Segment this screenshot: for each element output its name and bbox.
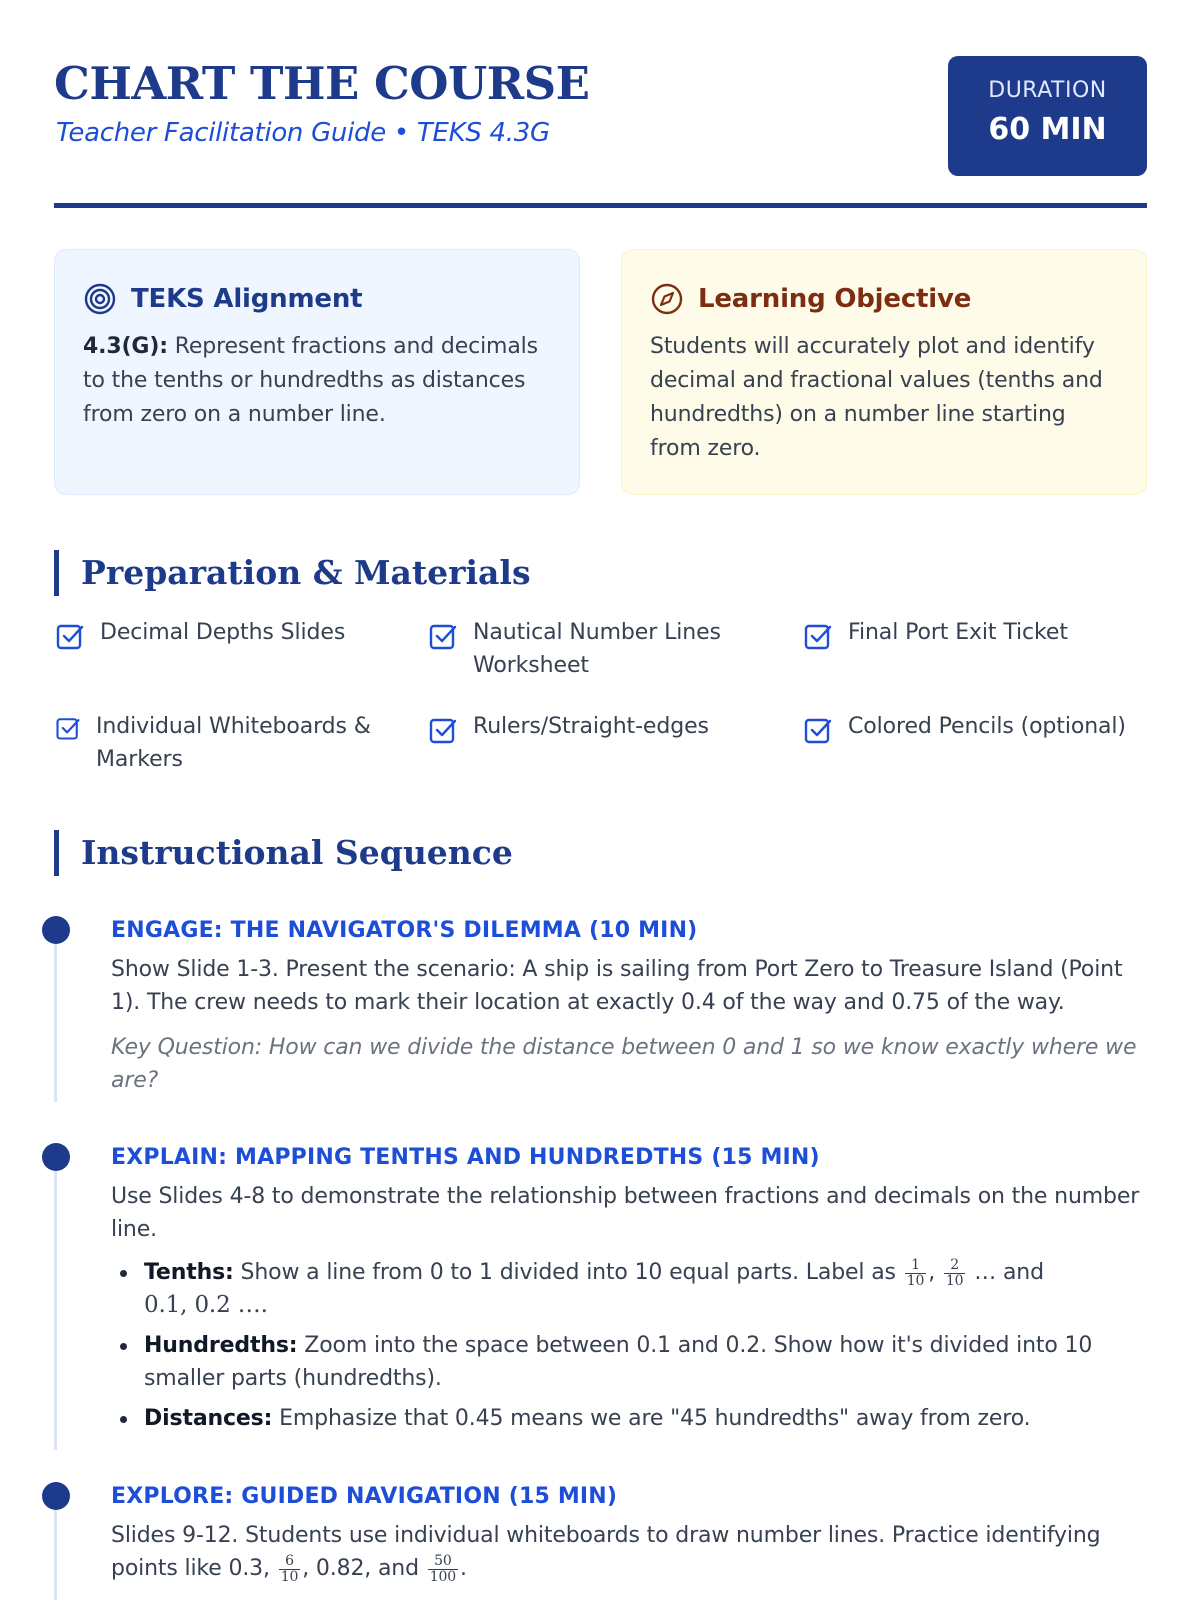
bullet-text: … and: [974, 1260, 1044, 1285]
materials-section-title: Preparation & Materials: [54, 550, 531, 596]
page-subtitle: Teacher Facilitation Guide • TEKS 4.3G: [56, 118, 550, 148]
duration-label: DURATION: [988, 78, 1107, 103]
fraction: $\frac{2}{10}$: [945, 1256, 964, 1289]
objective-card-title: Learning Objective: [698, 284, 972, 314]
material-item: [54, 710, 394, 776]
step-bullets: [111, 1256, 1151, 1435]
checkbox-icon: [427, 714, 459, 746]
math-text: 0.1, 0.2 ….: [144, 1292, 268, 1318]
material-label: Colored Pencils (optional): [848, 714, 1126, 739]
teks-card: [54, 249, 580, 495]
fraction: $\frac{1}{10}$: [906, 1256, 925, 1289]
step-explain: [111, 1145, 1151, 1442]
material-label: Individual Whiteboards & Markers: [96, 714, 371, 772]
material-item: [802, 710, 1147, 746]
key-question: Key Question: How can we divide the distance between 0 and 1 so we know exactly where we are?: [111, 1035, 1137, 1093]
bullet-text: Emphasize that 0.45 means we are "45 hundredths" away from zero.: [279, 1406, 1031, 1431]
page-title: CHART THE COURSE: [54, 57, 590, 110]
target-icon: [83, 282, 117, 316]
step-title: EXPLAIN: MAPPING TENTHS AND HUNDREDTHS (15 MIN): [111, 1145, 820, 1170]
material-label: Nautical Number Lines Worksheet: [473, 620, 721, 678]
timeline-dot: [42, 916, 70, 944]
objective-card: [621, 249, 1147, 495]
objective-text: Students will accurately plot and identify decimal and fractional values (tenths and hundredths) on a number line starting from zero.: [650, 334, 1103, 461]
timeline-dot: [42, 1482, 70, 1510]
fraction: $\frac{6}{10}$: [280, 1552, 299, 1585]
material-item: [802, 616, 1147, 652]
step-text: Use Slides 4-8 to demonstrate the relationship between fractions and decimals on the number line.: [111, 1184, 1140, 1242]
material-item: [427, 710, 757, 746]
step-text: Slides 9-12. Students use individual whiteboards to draw number lines. Practice identifying points like 0.3, $\frac{6}{10}$ , 0.82, and $\frac{50}{100}$ .: [111, 1523, 1101, 1585]
checkbox-icon: [54, 620, 86, 652]
checkbox-icon: [802, 620, 834, 652]
material-label: Decimal Depths Slides: [100, 620, 346, 645]
step-text: Show Slide 1-3. Present the scenario: A ship is sailing from Port Zero to Treasure Island (Point 1). The crew needs to mark their location at exactly 0.4 of the way and 0.75 of the way.: [111, 957, 1123, 1015]
checkbox-icon: [54, 714, 82, 742]
material-label: Rulers/Straight-edges: [473, 714, 709, 739]
duration-badge: [948, 56, 1147, 176]
timeline-line: [54, 928, 57, 1102]
teks-card-body: [83, 330, 555, 432]
bullet-text: Show a line from 0 to 1 divided into 10 equal parts. Label as: [240, 1260, 896, 1285]
checkbox-icon: [802, 714, 834, 746]
duration-value: 60 MIN: [988, 112, 1107, 147]
material-item: [427, 616, 757, 682]
bullet-item: [111, 1402, 1151, 1435]
step-engage: [111, 918, 1151, 1097]
material-label: Final Port Exit Ticket: [848, 620, 1068, 645]
compass-icon: [650, 282, 684, 316]
timeline-dot: [42, 1143, 70, 1171]
material-item: [54, 616, 384, 652]
timeline-line: [54, 1155, 57, 1450]
step-title: ENGAGE: THE NAVIGATOR'S DILEMMA (10 MIN): [111, 918, 698, 943]
bullet-item: Tenths: Show a line from 0 to 1 divided into 10 equal parts. Label as $\frac{1}{10}$ , $\frac{2}{10}$ … and 0.1, 0.2 ….: [111, 1256, 1151, 1322]
sequence-section-title: Instructional Sequence: [54, 830, 513, 876]
step-title: EXPLORE: GUIDED NAVIGATION (15 MIN): [111, 1484, 618, 1509]
bullet-item: [111, 1329, 1151, 1395]
bullet-text: Zoom into the space between 0.1 and 0.2. Show how it's divided into 10 smaller parts (hundredths).: [144, 1333, 1093, 1391]
teks-card-title: TEKS Alignment: [131, 284, 363, 314]
bullet-label: Hundredths:: [144, 1333, 298, 1358]
teks-code: 4.3(G):: [83, 334, 168, 359]
bullet-label: Distances:: [144, 1406, 273, 1431]
fraction: $\frac{50}{100}$: [429, 1552, 457, 1585]
checkbox-icon: [427, 620, 459, 652]
bullet-label: Tenths:: [144, 1260, 234, 1285]
page-header: [54, 56, 1147, 208]
teks-text: Represent fractions and decimals to the tenths or hundredths as distances from zero on a number line.: [83, 334, 538, 427]
header-divider: [54, 203, 1147, 208]
step-explore: [111, 1484, 1151, 1585]
